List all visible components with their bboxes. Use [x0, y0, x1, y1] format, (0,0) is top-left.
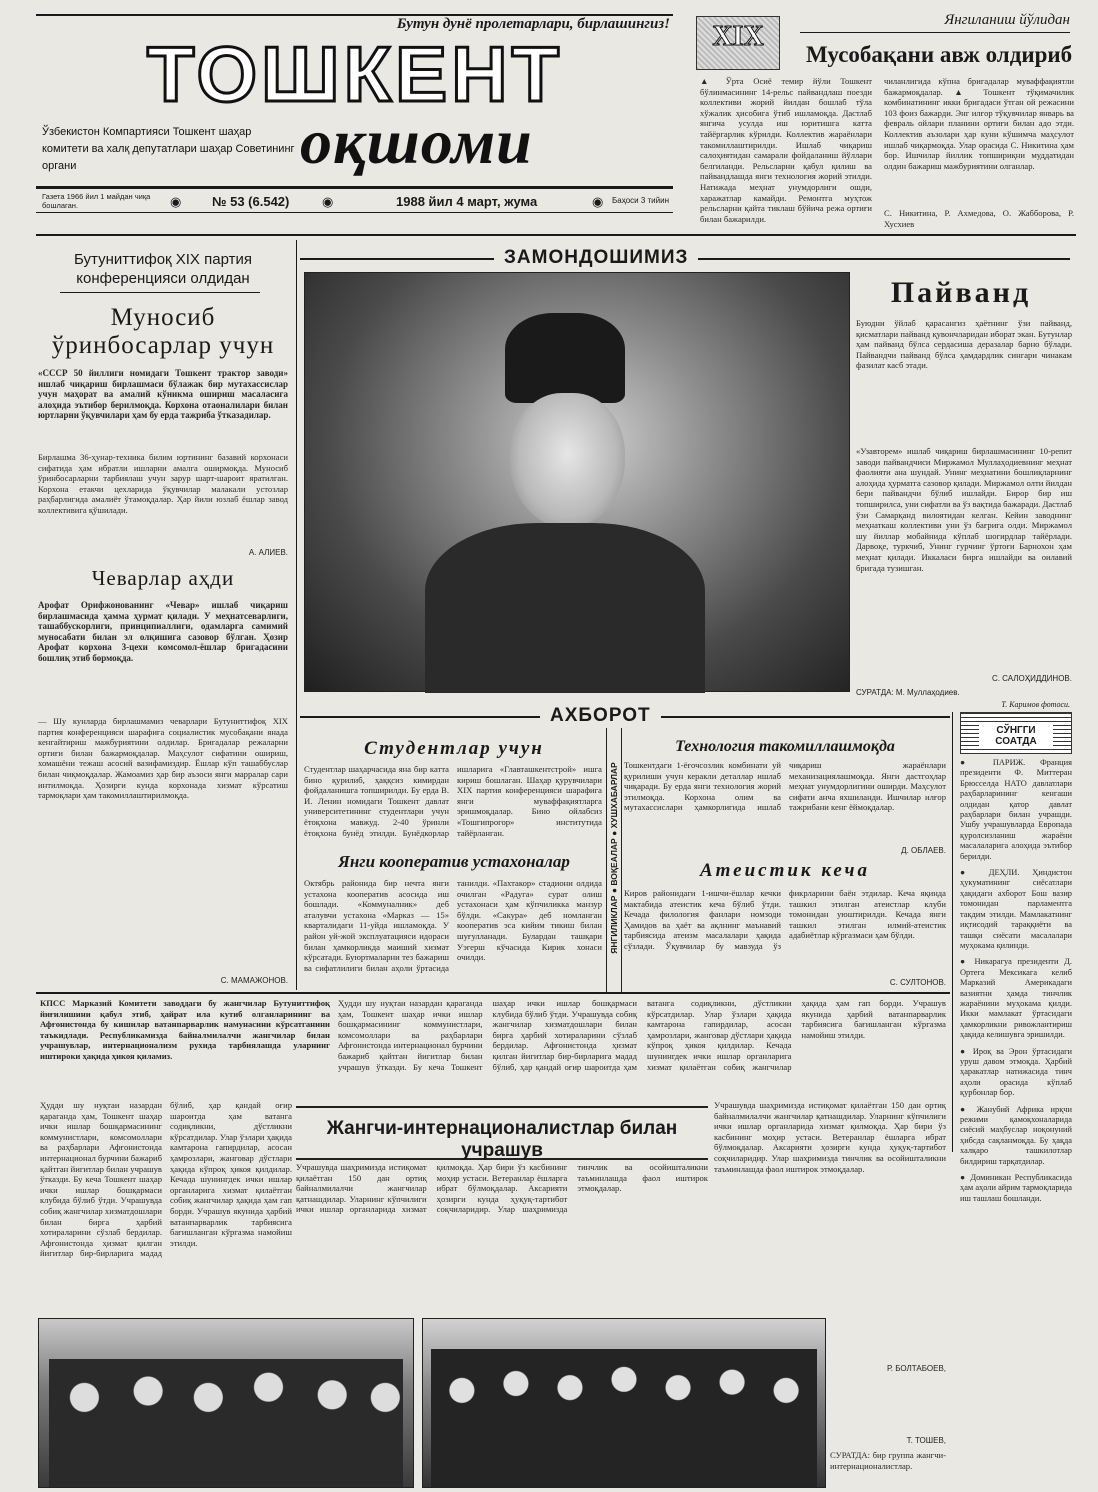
- feature-headline: Пайванд: [890, 276, 1032, 309]
- bottom-sig2: Т. ТОШЕВ,: [906, 1436, 946, 1445]
- news-vertical-bar: [606, 728, 622, 992]
- bottom-rule: [36, 992, 950, 994]
- left-headline2: Чеварлар аҳди: [91, 566, 235, 590]
- left-sig1: А. АЛИЕВ.: [248, 548, 288, 557]
- bottom-body-mid: Учрашувда шаҳримизда истиқомат қилаётган 150 дан ортиқ байналмилалчи жангчилар қатнашдилар. Уларнинг кўпчилиги ички ишлар органларида хизмат қилмоқда. Ҳар бири ўз касбининг моҳир устаси. Ветеранлар ёшларга ибрат бўлмоқдалар. Аксарияти ҳозирги кунда ҳуқуқ-тартибот соқчиларидир. Улар шаҳримизда тинчлик ва осойишталикни таъминлашда фаол иштирок этмоқдалар.: [296, 1162, 708, 1215]
- conference-badge: [696, 16, 780, 70]
- price: Баҳоси 3 тийин: [612, 196, 669, 205]
- masthead-title-line1: ТОШКЕНТ: [146, 30, 564, 118]
- news-sig3: Д. ОБЛАЕВ.: [901, 846, 946, 855]
- top-right-headline: Мусобақани авж олдириб: [806, 42, 1073, 67]
- short-news-item: ● Ироқ ва Эрон ўртасидаги уруш давом этмоқда. Ҳарбий ҳаракатлар натижасида тинч аҳоли орасида кўплаб қурбонлар бор.: [960, 1046, 1072, 1098]
- photo-body: [425, 523, 705, 693]
- short-news-item: ● Никарагуа президенти Д. Ортега Мексикага келиб Марказий Америкадаги вазиятни ҳамда тинчлик жараёнини муҳокама қилди. Икки мамлакат ўртасидаги ҳамкорликни ривожлантириш ҳақида келишувга эришилди.: [960, 957, 1072, 1040]
- short-news-divider: [952, 712, 953, 1152]
- left-sig2: С. МАМАЖОНОВ.: [220, 976, 288, 985]
- short-news-list: [960, 758, 1072, 1203]
- bottom-sig1: Р. БОЛТАБОЕВ,: [886, 1364, 946, 1373]
- bottom-headline: Жангчи-интернационалистлар билан учрашув: [326, 1118, 678, 1161]
- photo-group: [431, 1349, 817, 1487]
- masthead-title: [40, 30, 670, 118]
- left-headline-line2: ўринбосарлар учун: [51, 332, 275, 359]
- short-news-title: СЎНГГИ СОАТДА: [979, 725, 1053, 747]
- short-news-item: ● ДЕҲЛИ. Ҳиндистон ҳукуматининг сиёсатлари ҳақидаги ахборот Бош вазир томонидан парламентга такдим этилди. Мамлакатнинг иқтисодий тараққиёти ва ташқи сиёсати масалалари муҳокама қилинди.: [960, 868, 1072, 950]
- photo-hat: [505, 313, 625, 403]
- feature-lead: Буюдни ўйлаб қарасангиз ҳаётнинг ўзи пайванд, қисматлари пайванд қувончларидан иборат экан. Бутунлар ҳам пайванд бўлса сердасиша деразалар барно бўлади. Пайвандчи пайванд бўлса ҳамдардлик сингари чинакам фазилат касб этади.: [856, 318, 1072, 371]
- top-right-col2: чиланлигида кўпна бригадалар муваффақиятли бажармоқдалар. ▲ Тошкент тўқимачилик комбинатининг икки бригадаси ўтган ой режасини 103 фоиз бажарди. Энг илғор тўқувчилар январь ва февраль ойлари планини ортиғи билан адо этди. Коллектив аъзолари ҳар куни кўшимча маҳсулот ишлаб чиқармоқда. Улар орасида С. Никитина ҳам бор. Ишчилар йиллик топшириқни муддатидан олдин бажариш мажбуриятини олганлар.: [884, 76, 1074, 171]
- bullet-icon: ◉: [170, 194, 182, 209]
- bullet-icon: ◉: [322, 194, 334, 209]
- top-right-col1: ▲ Ўрта Осиё темир йўли Тошкент бўлинмасининг 14-рельс пайвандлаш поезди коллективи жорий йилдан бошлаб тўла хўжалик ҳисобига ўтиб ишламоқда. Дастлаб янгича усулда иш юритишга катта тайёргарлик кўрилди. Коллектив жараёнлари такомиллаштирилди. Ишлаб чиқариш салоҳиятидан самарали фойдаланиш йўллари белгиланди. Рельсларни қабул қилиш ва пайвандлашда янги технология жорий этилди. Натижада меҳнат унумдорлиги ошди, харажатлар камайди. Ремонтга муҳтож рельсларни қайта тиклаш бўйича режа ортиғи билан бажарилди.: [700, 76, 872, 224]
- masthead-bottom-rule: [36, 212, 673, 213]
- short-news-item: ● Доминикан Республикасида ҳам аҳоли айрим тармоқларида иш ташлаш бошланди.: [960, 1173, 1072, 1203]
- left-headline-line1: Муносиб: [110, 304, 216, 331]
- news-vertical-label: ЯНГИЛИКЛАР ● ВОҚЕАЛАР ● ХУШХАБАРЛАР: [609, 762, 619, 954]
- kicker-rule: [800, 32, 1070, 33]
- masthead-title-line2: оқшоми: [300, 106, 533, 177]
- issue-date: 1988 йил 4 март, жума: [396, 194, 538, 209]
- news-t4: Киров районидаги 1-ишчи-ёшлар кечки мактабида атеистик кеча бўлиб ўтди. Кечада филология фанлари номзоди Ҳамидов ва ҳаёт ва ақлнинг маънавий тарбиясида атеизм масалалари ҳақида сўзлади. Ўқувчилар бу мавзуда ўз фикрларини баён этдилар. Кеча яқинда ташкил этилган атеистлар клуби томонидан уюштирилди. Кечада янги ташкил этилган илмий-атеистик адабиётлар кўргазмаси ҳам бўлди.: [624, 888, 946, 951]
- feature-photo: [304, 272, 850, 692]
- news-h2: Янги кооператив устахоналар: [338, 852, 570, 871]
- feature-sig: С. САЛОҲИДДИНОВ.: [991, 674, 1072, 683]
- bottom-body-left: Ҳудди шу нуқтаи назардан қараганда ҳам, Тошкент шаҳар ички ишлар бошқармасининг коммунистлари, комсомоллари ва раҳбарлари Афғонистонда интернационал бурчини бажариб қайтган йигитлар билан учрашув ўтказди. Бу кеча Тошкент шаҳар ички ишлар бошқармаси клубида бўлиб ўтди. Учрашувда собиқ жангчилар хизматдошлари билан бирга ҳарбий хотираларини сўзлаб бердилар. Афғонистонда ҳизмат қилган йигитлар бир-бирларига мадад бўлиб, ҳар қандай оғир шароитда ҳам ватанга содиқликни, дўстликни кўрсатдилар. Улар ўзлари ҳақида камтарона гапирдилар, асосан ҳамрозлари, жанговар дўстлари ҳақида кўпроқ ҳикоя қилдилар. Кечада шунингдек ички ишлар органларига хизмат қилаётган собиқ жангчилар ҳақида ҳам гап борди. Учрашув якунида ҳарбий ватанпарварлик тарбиясига бағишланган кўргазма намойиш этилди.: [40, 1100, 292, 1259]
- short-news-badge: [960, 712, 1072, 754]
- left-lead: «СССР 50 йиллиги номидаги Тошкент трактор заводи» ишлаб чиқариш бирлашмаси бўлажак бир мутахассислар учун маҳорат ва амалий кўникма ошириш масаласига алоҳида эътибор берилмоқда. Корхона отаоналилари билан юртларни ўқувчилари ҳам бу ерда тажриба ўтказадилар.: [38, 368, 288, 421]
- publisher: Ўзбекистон Компартияси Тошкент шаҳар комитети ва халқ депутатлари шаҳар Советининг органи: [42, 126, 295, 172]
- left-headline: [38, 304, 288, 360]
- news-section-title: АХБОРОТ: [540, 705, 661, 727]
- issue-number: № 53 (6.542): [212, 194, 290, 209]
- bottom-photo-right: [422, 1318, 826, 1488]
- news-t3: Тошкентдаги 1-ёғочсозлик комбинати уй қурилиши учун керакли деталлар ишлаб чиқаради. Бу ерда янги технология жорий этилмоқда. Корхона олим ва мутахассислари ҳамкорлигида ишлаб чиқариш жараёнлари механизациялашмоқда. Янги дастгоҳлар меҳнат унумдорлигини оширди. Маҳсулот сифати анча яхшиланди. Ишчилар илғор тажрибани кенг ёймоқдалар.: [624, 760, 946, 813]
- left-body2: — Шу кунларда бирлашмамиз чеварлари Бутуниттифоқ XIX партия конференцияси шарафига социалистик мусобақани янада кенгайтириш мажбуриятини олдилар. Бригадалар режаларни ортиғи билан бажармоқдалар. Маҳсулот сифатини ошириш, хомашёни тежаш асосий вазифамиздир. Ёшлар кўп ташаббуслар билан чиқмоқдалар. Жамоамиз ҳар бир аъзоси янги марралар сари интилмоқда. Ҳозирги кунда корхонада хизмат кўрсатиш тармоқлари ҳам такомиллаштирилмоқда.: [38, 716, 288, 801]
- news-t2: Октябрь районида бир нечта янги устахона кооператив асосида иш бошлади. «Коммуналник» деб аталувчи устахона «Марказ — 15» кварталидаги 11-уйда ишламоқда. У район уй-жой эксплуатацияси идораси билан ҳамкорликда маиший хизмат кўрсатади. Буюртмаларни тез бажариш ва сифатлилиги билан аҳоли ўртасида танилди. «Пахтакор» стадиони олдида очилган «Радуга» сурат олиш устахонаси ҳам кўпчиликка манзур бўлди. «Сакура» деб номланган кооператив эса кийим тикиш билан шуғулланади. Булардан ташқари Уэгерш кўчасида Кирик хонаси очилди.: [304, 878, 602, 973]
- slogan: Бутун дунё пролетарлари, бирлашингиз!: [396, 16, 670, 32]
- feature-body: «Узавторем» ишлаб чиқариш бирлашмасининг 10-репит заводи пайвандчиси Миржамол Муллаҳодиевнинг меҳнат фаолияти ана шундай. Унинг меҳнатини бошлиқларнинг алоҳида ҳурматга сазовор қилади. Миржамол олти йилдан бери пайвандчи бўлиб ишлайди. Бирор бир иш топширилса, уни сифатли ва ўз вақтида бажаради. Дастлаб ўзи Самарқанд вилоятидан келган. Кейин заводнинг меҳнаткаш коллективи уни ўз бағрига олди. Миржамол шу йиллар мобайнида кўплаб шогирдлар тайёрлади. Дарвоқе, туркчиб, Унинг гурчинг ўртоғи Барнохон ҳам меҳнат қилади. Иккаласи бирга ишлайди ва оилавий бригада тузишган.: [856, 446, 1072, 573]
- feature-photo-credit: Т. Каримов фотоси.: [1001, 700, 1070, 709]
- photo-face: [510, 393, 625, 528]
- bottom-body-right: Учрашувда шаҳримизда истиқомат қилаётган 150 дан ортиқ байналмилалчи жангчилар қатнашдилар. Уларнинг кўпчилиги ички ишлар органларида хизмат қилмоқда. Ҳар бири ўз касбининг моҳир устаси. Ветеранлар ёшларга ибрат бўлмоқдалар. Аксарияти ҳозирги кунда ҳуқуқ-тартибот соқчиларидир. Улар шаҳримизда тинчлик ва осойишталикни таъминлашда фаол иштирок этмоқдалар.: [714, 1100, 946, 1174]
- photo-group: [49, 1359, 403, 1487]
- left-kicker-line2: конференцияси олдидан: [76, 270, 250, 287]
- left-body: Бирлашма 36-ҳунар-техника билим юртининг базавий корхонаси сифатида ҳам ибратли ишларни амалга оширмоқда. Муносиб ўринбосарларни тарбиялаш учун зарур шарт-шароит яратилган. Корхона етакчи цехларида ўқувчилар малакали устозлар раҳбарлигида амалиёт ўтамоқдалар. Ҳар йили юзлаб ёшлар завод коллективига қўшилади.: [38, 452, 288, 515]
- kicker-underline: [60, 292, 260, 293]
- column-divider: [296, 240, 297, 990]
- news-h4: Атеистик кеча: [699, 860, 871, 881]
- bottom-headline-box: [296, 1106, 708, 1160]
- left-lead2: Арофат Орифжонованинг «Чевар» ишлаб чиқариш бирлашмасида ҳамма ҳурмат қилади. У меҳнатсеварлиги, ташаббускорлиги, принципиаллиги, одамларга самимий муносабати билан эл олқишига сазовор бўлган. Ҳозир Арофат корхона 3-цехи комсомол-ёшлар бригадасини бошлиқ этиб бормоқда.: [38, 600, 288, 663]
- masthead-rule: [36, 186, 673, 189]
- bottom-body-top: Ҳудди шу нуқтаи назардан қараганда ҳам, Тошкент шаҳар ички ишлар бошқармасининг коммунистлари, комсомоллари ва раҳбарлари Афғонистонда интернационал бурчини бажариб қайтган йигитлар билан учрашув ўтказди. Бу кеча Тошкент шаҳар ички ишлар бошқармаси клубида бўлиб ўтди. Учрашувда собиқ жангчилар хизматдошлари билан бирга ҳарбий хотираларини сўзлаб бердилар. Афғонистонда ҳизмат қилган йигитлар бир-бирларига мадад бўлиб, ҳар қандай оғир шароитда ҳам ватанга содиқликни, дўстликни кўрсатдилар. Улар ўзлари ҳақида камтарона гапирдилар, асосан ҳамрозлари, жанговар дўстлари ҳақида кўпроқ ҳикоя қилдилар. Кечада шунингдек ички ишлар органларига хизмат қилаётган собиқ жангчилар ҳақида ҳам гап борди. Учрашув якунида ҳарбий ватанпарварлик тарбиясига бағишланган кўргазма намойиш этилди.: [338, 998, 946, 1072]
- top-right-sig: С. Никитина, Р. Ахмедова, О. Жабборова, Р. Хусхиев: [884, 208, 1074, 229]
- bottom-photo-left: [38, 1318, 414, 1488]
- bottom-caption: СУРАТДА: бир группа жангчи-интернационалистлар.: [830, 1450, 946, 1471]
- feature-photo-caption: СУРАТДА: М. Муллаҳодиев.: [856, 688, 960, 697]
- left-kicker-line1: Бутуниттифоқ XIX партия: [74, 251, 252, 268]
- top-right-kicker: Янгиланиш йўлидан: [944, 12, 1070, 28]
- news-h3: Технология такомиллашмоқда: [675, 738, 895, 755]
- news-h1: Студентлар учун: [364, 738, 544, 759]
- news-t1: Студентлар шаҳарчасида яна бир катта бино қурилиб, ҳаққсиз кимирдан фойдаланишга топширилди. Бу ерда В. И. Ленин номидаги Тошкент давлат университетининг студентлари учун ётоқхона мавжуд. 2-40 ўринли ётоқхона бунёд этилди. Бунёдкорлар ишларига «Главташкентстрой» ишга кириш бошлаган. Шаҳар қурувчилари XIX партия конференцияси шарафига янги муваффақиятларга эришмоқдалар. Бино ойлабсиз «Тошгипрогор» институтида тайёрланган.: [304, 764, 602, 838]
- bullet-icon: ◉: [592, 194, 604, 209]
- founded-note: Газета 1966 йил 1 майдан чиқа бошлаган.: [42, 192, 151, 210]
- feature-section-title: ЗАМОНДОШИМИЗ: [494, 247, 698, 269]
- left-kicker: [38, 250, 288, 288]
- bottom-lead: КПСС Марказий Комитети заводдаги бу жангчилар Бутуниттифоқ йиғилишини қабул этиб, ҳайрат ила кутиб олганларининг ва Афғонистонда бу кишилар ватанпарварлик намунасини кўрсатганини таъкидлади. Республикамизда байналмилалчи жангчилар билан учрашувлар, интернационализм рухида тарбиялашда уларнинг иштироки ҳақида ҳикоя қиламиз.: [40, 998, 330, 1061]
- short-news-item: ● Жанубий Африка ирқчи режими қамоқхоналарида сиёсий маҳбуслар ноқонуний ҳибсда сақланмоқда. Бу ҳақда халқаро ташкилотлар билдириш тарқатдилар.: [960, 1104, 1072, 1166]
- conference-badge-numeral: XIX: [712, 21, 764, 52]
- divider: [36, 234, 1076, 236]
- news-sig4: С. СУЛТОНОВ.: [889, 978, 946, 987]
- short-news-item: ● ПАРИЖ. Франция президенти Ф. Миттеран Брюсселда НАТО давлатлари раҳбарларининг кенгаши олдидан қатор давлат раҳбарлари билан учрашди. Ушбу учрашувларда Европада қуролсизланиш жараёни масалаларига алоҳида эътибор берилди.: [960, 758, 1072, 861]
